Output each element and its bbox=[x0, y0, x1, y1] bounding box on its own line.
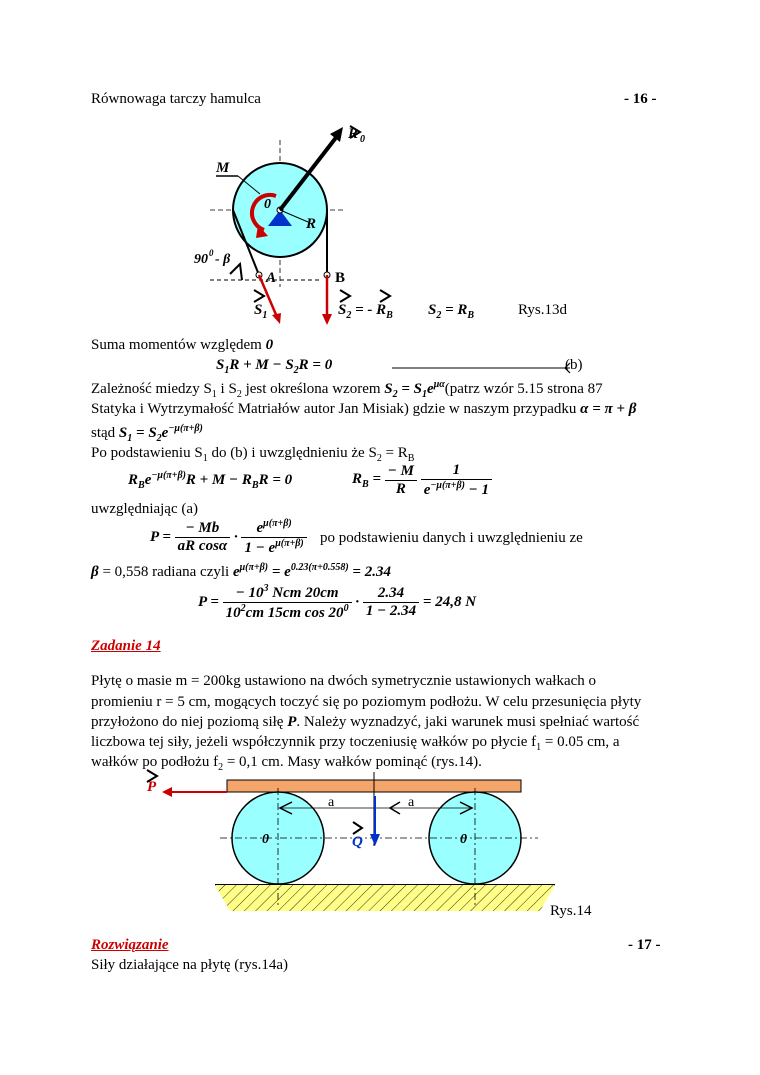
label-B: B bbox=[335, 270, 346, 286]
page-number-bottom: - 17 - bbox=[628, 937, 661, 953]
svg-text:- β: - β bbox=[215, 252, 231, 267]
task-text-line-5: wałków po podłożu $f_2 = 0,1$ cm. Masy wałków pominąć (rys.14). bbox=[91, 754, 482, 773]
substitution-line: Po podstawieniu $S_1$ do (b) i uwzględnieniu że $S_2 = R_B$ bbox=[91, 445, 415, 464]
forces-text: Siły działające na płytę (rys.14a) bbox=[91, 957, 289, 973]
ground bbox=[215, 885, 555, 911]
hence-line: stąd $S_1 = S_2e^{-\mu(\pi+\beta)}$ bbox=[91, 423, 203, 444]
figure-14 bbox=[140, 766, 600, 926]
label-R0: R bbox=[348, 126, 359, 142]
label-a-right: a bbox=[408, 795, 415, 810]
beta-line: β = 0,558 radiana czyli $e^{\mu(\pi+\beta)} = e^{0.23(\pi+0.558)} = 2.34$ bbox=[91, 562, 391, 580]
label-O-right: 0 bbox=[460, 832, 467, 847]
task-text-line-2: promieniu r = 5 cm, mogących toczyć się po poziomym podłożu. W celu przesunięcia płyty bbox=[91, 694, 642, 710]
task-text-line-4: liczbowa tej siły, jeżeli współczynnik przy toczeniusię wałków po płycie $f_1 = 0.05$ cm, a bbox=[91, 734, 620, 753]
task-text-line-3: przyłożono do niej poziomą siłę P. Należy wyznadzyć, jaki warunek musi spełniać wartość bbox=[91, 714, 640, 730]
equation-p: P = $\frac{- Mb}{\text{aR cosα}}$ · $\frac{e^{\mu(\pi+\beta)}}{1 - e^{\mu(\pi+\beta)}}$ bbox=[150, 518, 307, 557]
label-Q: Q bbox=[352, 834, 363, 850]
label-a-left: a bbox=[328, 795, 335, 810]
label-P: P bbox=[147, 779, 157, 795]
label-O: 0 bbox=[264, 197, 271, 212]
figure-14-caption: Rys.14 bbox=[550, 903, 592, 919]
equation-rb: $R_B$ = $\frac{- M}{R}$ $\frac{1}{e^{-\mu(\pi+\beta)} - 1}$ bbox=[352, 462, 492, 499]
label-O-left: 0 bbox=[262, 832, 269, 847]
svg-text:0: 0 bbox=[360, 134, 365, 145]
relation-line: Zależność miedzy $S_1$ i $S_2$ jest określona wzorem $S_2$ = $S_1e^{\mu\alpha}(patrz$ wzór 5.15 strona 87 bbox=[91, 379, 603, 400]
eq-s2-rb: $S_2 = R_B$ bbox=[428, 302, 475, 321]
moment-sum-text: Suma momentów względem 0 bbox=[91, 337, 274, 353]
equation-b: $S_1R + M - S_2R = 0$ bbox=[216, 357, 333, 376]
after-substitution-text: po podstawieniu danych i uwzględnieniu ze bbox=[320, 530, 583, 546]
label-R: R bbox=[306, 216, 317, 232]
task-text-line-1: Płytę o masie m = 200kg ustawiono na dwóch symetrycznie ustawionych wałkach o bbox=[91, 673, 597, 689]
solution-heading: Rozwiązanie bbox=[91, 937, 169, 953]
label-A: A bbox=[266, 270, 277, 286]
equation-b-leader bbox=[392, 362, 577, 374]
page-number-top: - 16 - bbox=[624, 91, 657, 107]
task-title: Zadanie 14 bbox=[91, 638, 161, 654]
figure-13d-caption: Rys.13d bbox=[518, 302, 567, 318]
label-M: M bbox=[216, 160, 230, 176]
label-angle: 90 bbox=[194, 252, 208, 267]
equation-rb-sum: $R_Be^{-\mu(\pi+\beta)}R + M - R_BR = 0$ bbox=[128, 470, 293, 491]
equation-b-label: (b) bbox=[565, 357, 583, 373]
svg-text:0: 0 bbox=[209, 248, 214, 258]
source-line: Statyka i Wytrzymałość Matriałów autor Jan Misiak) gdzie w naszym przypadku α = π + β bbox=[91, 401, 637, 417]
eq-s2-minus-rb: $S_2$ = - $R_B$ bbox=[338, 302, 393, 321]
figure-13d bbox=[180, 112, 600, 328]
running-header: Równowaga tarczy hamulca bbox=[91, 91, 261, 107]
considering-line: uwzględniając (a) bbox=[91, 501, 199, 517]
eq-s1-label: $S_1$ bbox=[254, 302, 268, 321]
equation-p-result: P = $\frac{- 10^3 Ncm 20cm}{10^2cm 15cm \cos 20^0}$ · $\frac{2.34}{1 - 2.34}$ = 24,8 N bbox=[198, 583, 477, 621]
